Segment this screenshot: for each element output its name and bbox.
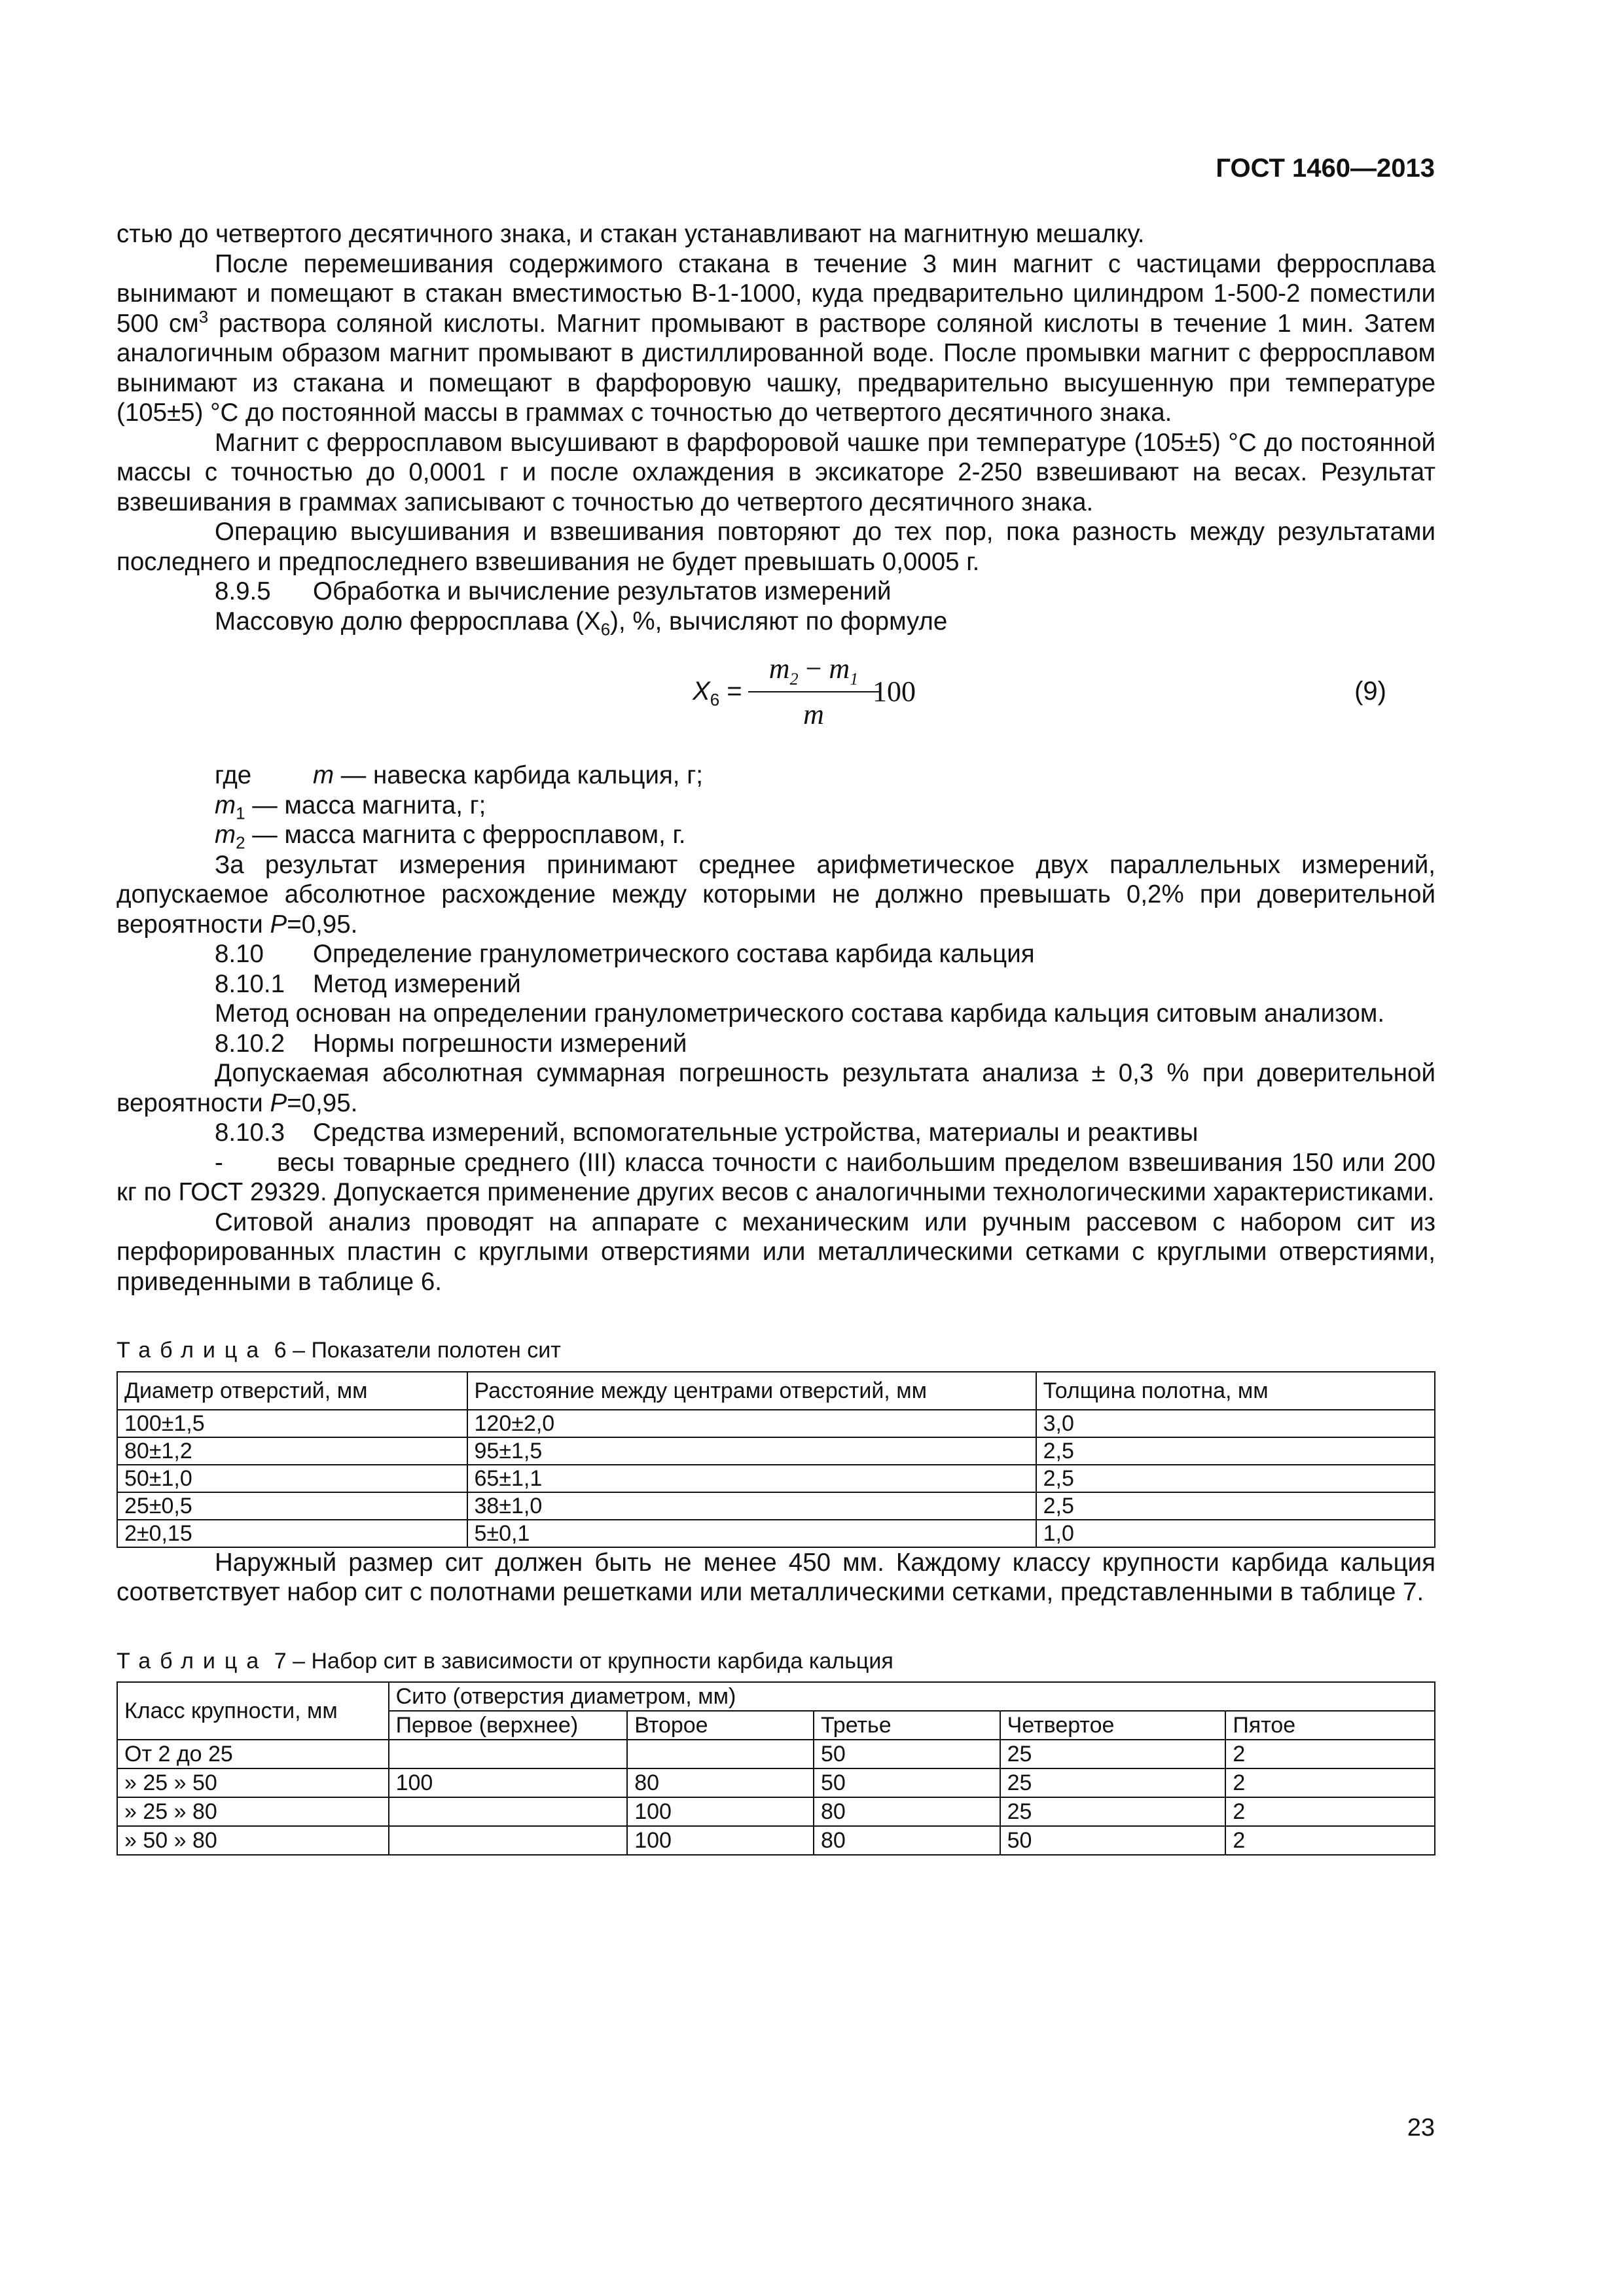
paragraph: За результат измерения принимают среднее арифметическое двух параллельных измерений, допускаемое абсолютное расхождение между которыми не должно превышать 0,2% при доверительной вероятности P=0,95. [117,850,1435,939]
legend-row: $m_2$ — масса магнита с ферросплавом, г. [215,821,686,853]
table-cell: 2±0,15 [117,1520,467,1547]
section-heading: 8.9.5 Обработка и вычисление результатов измерений [215,577,892,605]
table-cell: » 25 » 50 [117,1768,389,1797]
formula-factor: 100 [873,675,916,708]
table-cell: 2 [1225,1768,1435,1797]
column-header: Третье [814,1711,1000,1740]
table-7-caption: Таблица 7 – Набор сит в зависимости от крупности карбида кальция [117,1648,893,1674]
table-cell: 120±2,0 [467,1410,1036,1437]
table-cell: 50±1,0 [117,1465,467,1492]
paragraph: Операцию высушивания и взвешивания повторяют до тех пор, пока разность между результатами последнего и предпоследнего взвешивания не будет превышать 0,0005 г. [117,518,1435,576]
paragraph: Допускаемая абсолютная суммарная погрешность результата анализа ± 0,3 % при доверительной вероятности P=0,95. [117,1059,1435,1117]
column-header: Пятое [1225,1711,1435,1740]
table-row [117,1826,1435,1855]
table-cell: » 25 » 80 [117,1797,389,1826]
table-cell: 100 [627,1826,814,1855]
table-row [117,1768,1435,1797]
paragraph: Ситовой анализ проводят на аппарате с механическим или ручным рассевом с набором сит из перфорированных пластин с круглыми отверстиями или металлическими сетками с круглыми отверстиями, приведенными в таблице 6. [117,1208,1435,1296]
document-body [117,219,1435,1856]
group-header: Сито (отверстия диаметром, мм) [389,1682,1435,1711]
column-header: Первое (верхнее) [389,1711,628,1740]
table-row [117,1465,1435,1492]
table-cell: 2 [1225,1740,1435,1768]
table-cell: 100 [627,1797,814,1826]
table-cell [389,1826,628,1855]
table-cell: 95±1,5 [467,1437,1036,1465]
table-cell: 38±1,0 [467,1492,1036,1520]
list-item: - весы товарные среднего (III) класса точности с наибольшим пределом взвешивания 150 или 200 кг по ГОСТ 29329. Допускается применение других весов с аналогичными технологическими характеристиками. [117,1148,1435,1206]
formula-9 [117,649,1435,747]
formula-fraction [748,649,879,734]
table-cell: 25 [1000,1740,1226,1768]
section-heading: 8.10.1 Метод измерений [215,969,521,998]
table-cell: 2,5 [1036,1437,1435,1465]
table-cell [389,1797,628,1826]
table-6 [117,1371,1435,1548]
table-6-caption: Таблица 6 – Показатели полотен сит [117,1338,561,1363]
column-header: Четвертое [1000,1711,1226,1740]
table-cell: 80 [814,1797,1000,1826]
fraction-bar [748,691,879,692]
table-row [117,1410,1435,1437]
table-cell: 50 [1000,1826,1226,1855]
table-row [117,1520,1435,1547]
table-cell: 2,5 [1036,1492,1435,1520]
table-cell [627,1740,814,1768]
table-cell: 2,5 [1036,1465,1435,1492]
table-cell: 50 [814,1768,1000,1797]
formula-legend [117,761,1435,853]
formula-denominator: m [803,698,824,730]
formula-numerator: $m_2 - m_1$ [768,653,859,689]
paragraph: Массовую долю ферросплава $(Х_6)$, %, вычисляют по формуле [215,607,948,639]
page-number: 23 [1407,2114,1435,2142]
column-header: Толщина полотна, мм [1036,1372,1435,1410]
formula-lhs: $X_6$ = [693,677,742,709]
legend-row: $m_1$ — масса магнита, г; [215,791,486,823]
paragraph: Метод основан на определении гранулометрического состава карбида кальция ситовым анализом. [215,999,1385,1028]
table-cell: 2 [1225,1797,1435,1826]
table-cell: 3,0 [1036,1410,1435,1437]
table-row [117,1437,1435,1465]
paragraph: Магнит с ферросплавом высушивают в фарфоровой чашке при температуре (105±5) °С до постоянной массы с точностью до 0,0001 г и после охлаждения в эксикаторе 2-250 взвешивают на весах. Результат взвешивания в граммах записывают с точностью до четвертого десятичного знака. [117,428,1435,516]
table-cell: 25 [1000,1797,1226,1826]
paragraph: После перемешивания содержимого стакана в течение 3 мин магнит с частицами ферросплава вынимают и помещают в стакан вместимостью В-1-1000, куда предварительно цилиндром 1-500-2 поместили 500 $см^3$ раствора соляной кислоты. Магнит промывают в растворе соляной кислоты в течение 1 мин. Затем аналогичным образом магнит промывают в дистиллированной воде. После промывки магнит с ферросплавом вынимают из стакана и помещают в фарфоровую чашку, предварительно высушенную при температуре (105±5) °С до постоянной массы в граммах с точностью до четвертого десятичного знака. [117,249,1435,427]
column-header: Второе [627,1711,814,1740]
table-cell: 2 [1225,1826,1435,1855]
column-header: Расстояние между центрами отверстий, мм [467,1372,1036,1410]
column-header: Класс крупности, мм [117,1682,389,1740]
table-cell: 80 [627,1768,814,1797]
paragraph: стью до четвертого десятичного знака, и стакан устанавливают на магнитную мешалку. [117,220,1145,248]
table-7 [117,1681,1435,1856]
section-heading: 8.10 Определение гранулометрического состава карбида кальция [215,940,1035,968]
table-row [117,1740,1435,1768]
column-header: Диаметр отверстий, мм [117,1372,467,1410]
table-row [117,1492,1435,1520]
table-cell: 25 [1000,1768,1226,1797]
document-code-header: ГОСТ 1460—2013 [1216,154,1435,183]
formula-number: (9) [1354,677,1386,706]
table-cell: 50 [814,1740,1000,1768]
table-cell: 80±1,2 [117,1437,467,1465]
section-heading: 8.10.3 Средства измерений, вспомогательные устройства, материалы и реактивы [215,1119,1199,1147]
table-cell: » 50 » 80 [117,1826,389,1855]
table-cell: 100±1,5 [117,1410,467,1437]
section-heading: 8.10.2 Нормы погрешности измерений [215,1029,687,1058]
table-header-row [117,1372,1435,1410]
table-cell: 1,0 [1036,1520,1435,1547]
table-cell: 5±0,1 [467,1520,1036,1547]
table-cell: От 2 до 25 [117,1740,389,1768]
table-cell: 25±0,5 [117,1492,467,1520]
table-cell: 80 [814,1826,1000,1855]
table-cell [389,1740,628,1768]
table-cell: 100 [389,1768,628,1797]
table-row [117,1797,1435,1826]
legend-row: где m — навеска карбида кальция, г; [215,761,703,789]
table-header-row [117,1682,1435,1711]
paragraph: Наружный размер сит должен быть не менее 450 мм. Каждому классу крупности карбида кальция соответствует набор сит с полотнами решетками или металлическими сетками, представленными в таблице 7. [117,1548,1435,1606]
table-cell: 65±1,1 [467,1465,1036,1492]
